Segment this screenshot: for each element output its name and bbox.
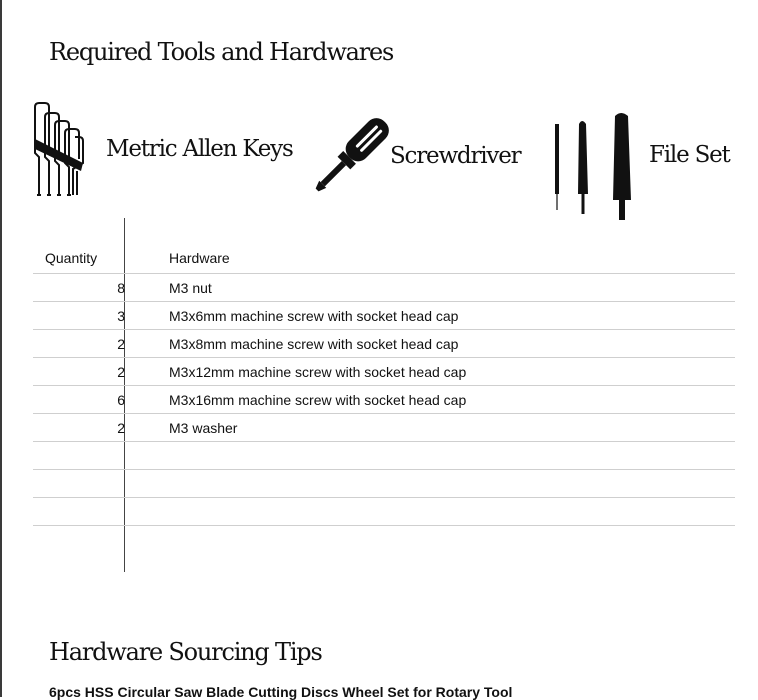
sourcing-heading: Hardware Sourcing Tips — [49, 638, 322, 666]
hardware-cell: M3 nut — [148, 274, 735, 302]
hardware-cell — [148, 498, 735, 526]
tool-label: Metric Allen Keys — [106, 136, 293, 162]
hardware-cell — [148, 442, 735, 470]
hardware-cell: M3 washer — [148, 414, 735, 442]
tool-file-set — [550, 110, 730, 222]
table-row-empty — [33, 442, 735, 470]
screwdriver-icon — [306, 110, 396, 202]
quantity-cell — [33, 442, 148, 470]
quantity-column-header: Quantity — [33, 242, 148, 274]
table-row — [33, 330, 735, 358]
sourcing-tip-item: 6pcs HSS Circular Saw Blade Cutting Discs Wheel Set for Rotary Tool — [49, 684, 513, 700]
quantity-cell: 6 — [33, 386, 148, 414]
hardware-cell: M3x8mm machine screw with socket head cap — [148, 330, 735, 358]
hardware-column-header: Hardware — [148, 242, 735, 274]
page-left-border — [0, 0, 2, 697]
hardware-cell: M3x12mm machine screw with socket head cap — [148, 358, 735, 386]
quantity-cell: 8 — [33, 274, 148, 302]
table-row-empty — [33, 470, 735, 498]
tool-label: Screwdriver — [390, 143, 521, 169]
quantity-cell — [33, 498, 148, 526]
table-row — [33, 414, 735, 442]
quantity-cell: 2 — [33, 414, 148, 442]
tool-label: File Set — [649, 142, 730, 168]
quantity-cell: 2 — [33, 330, 148, 358]
quantity-cell: 2 — [33, 358, 148, 386]
table-row — [33, 358, 735, 386]
tool-screwdriver — [306, 110, 520, 202]
tools-heading: Required Tools and Hardwares — [49, 38, 394, 66]
quantity-cell: 3 — [33, 302, 148, 330]
file-set-icon — [550, 110, 634, 222]
table-row — [33, 302, 735, 330]
quantity-cell — [33, 470, 148, 498]
hardware-cell: M3x6mm machine screw with socket head cap — [148, 302, 735, 330]
hardware-table — [33, 242, 735, 526]
tool-allen-keys — [33, 101, 293, 197]
table-header-row — [33, 242, 735, 274]
table-row — [33, 386, 735, 414]
allen-keys-icon — [33, 101, 87, 197]
table-row-empty — [33, 498, 735, 526]
hardware-cell: M3x16mm machine screw with socket head cap — [148, 386, 735, 414]
table-row — [33, 274, 735, 302]
hardware-cell — [148, 470, 735, 498]
